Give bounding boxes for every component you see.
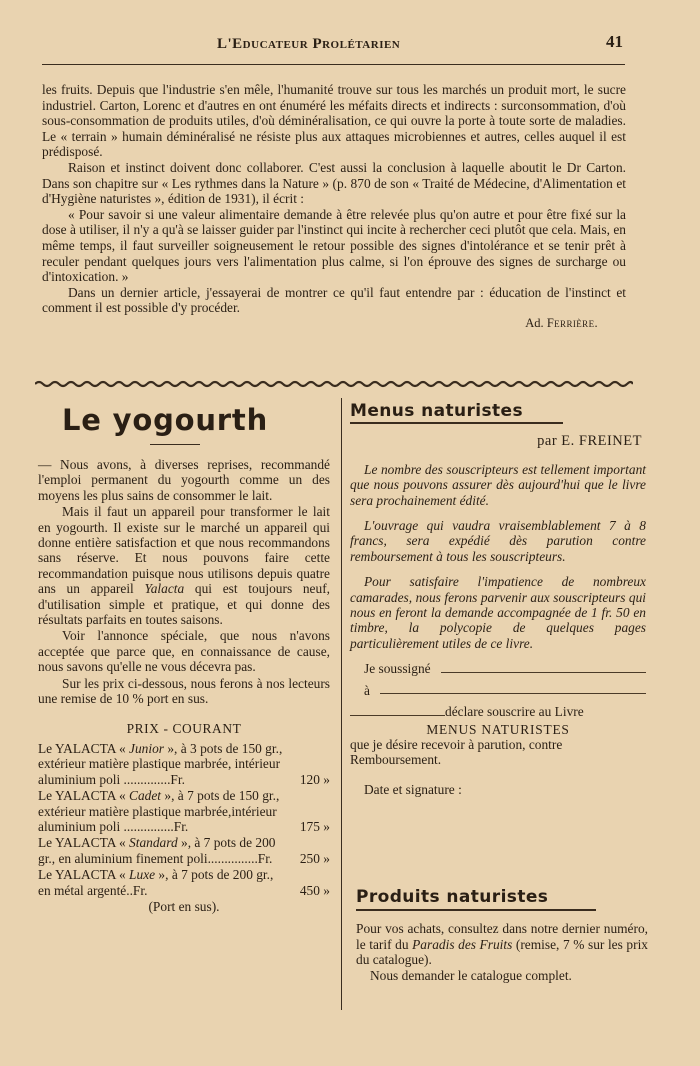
item-price: 450 » [299,882,330,898]
item-price: 120 » [299,771,330,787]
italic-paragraph: Pour satisfaire l'impatience de nombreux camarades, nous ferons parvenir aux souscripteurs qui nous en feront la demande accompagnée de 1 fr. 50 en timbre, la polycopie de quelques pages particulièrement utiles de ce livre. [350,574,646,651]
form-label: déclare souscrire au Livre [445,704,584,720]
article-title: Le yogourth [62,403,269,437]
article-continuation [42,82,626,332]
italic-paragraph: L'ouvrage qui vaudra vraisemblablement 7 à 8 francs, sera expédié dès parution contre remboursement à tous les souscripteurs. [350,518,646,564]
price-list-title: PRIX - COURANT [126,720,242,736]
text-run: Le YALACTA « [38,740,130,756]
paragraph: Voir l'annonce spéciale, que nous n'avons acceptée que parce que, en connaissance de cause, nous savons qu'elle ne vous décevra pas. [38,628,330,675]
text-run: », à 7 pots de 150 gr., extérieur matière plastique marbrée,intérieur aluminium poli ...............Fr. [38,788,280,834]
paragraph: les fruits. Depuis que l'industrie s'en mêle, l'humanité trouve sur tous les marchés un produit mort, le sucre industriel. Carton, Lorenc et d'autres en ont énuméré les méfaits directs et indirects : surconsommation, d'où sous-consommation de produits utiles, d'où déminéralisation, ce qui ouvre la porte à toute sorte de maladies. Le « terrain » humain déminéralisé ne résiste plus aux attaques microbiennes et autres, celles auquel il est prédisposé. [42,82,626,160]
text-run: Mais il faut un appareil pour transformer le lait en yogourth. Il existe sur le marché un appareil qui donne entière satisfaction et que nous recommandons sans réserve. Et nous pouvons faire cette recommandation puisque nous utilisons depuis quatre ans un appareil [38,504,330,597]
text-run: (remise, 7 % sur les prix du catalogue). [356,936,648,968]
yogourth-article [38,402,330,914]
price-list-item [38,835,330,866]
brand-name: Yalacta [144,581,185,597]
text-run: Le YALACTA « [38,835,130,851]
blank-line [350,715,445,716]
item-description [38,867,286,898]
italic-paragraph: Le nombre des souscripteurs est tellement important que nous pouvons assurer dès aujourd'hui que le livre sera prochainement édité. [350,461,646,508]
paragraph [356,921,648,967]
paragraph: Dans un dernier article, j'essayerai de montrer ce qu'il faut entendre par : éducation de l'instinct et comment il est possible d'y procéder. [42,284,626,316]
model-name: Cadet [129,788,162,804]
text-run: », à 3 pots de 150 gr., extérieur matière plastique marbrée, intérieur aluminium poli ..............Fr. [38,740,283,787]
paragraph: Nous demander le catalogue complet. [370,967,572,983]
form-label: à [364,682,370,698]
item-description [38,741,286,787]
author-signature [42,316,598,332]
text-run: », à 7 pots de 200 gr., en métal argenté..Fr. [38,867,274,898]
price-list-item [38,788,330,834]
item-description [38,835,286,866]
shipping-note: (Port en sus). [148,898,220,914]
text-run: », à 7 pots de 200 gr., en aluminium finement poli...............Fr. [38,835,276,866]
form-field-a [364,683,646,698]
article-title: Produits naturistes [356,887,549,907]
byline: par E. FREINET [537,433,642,450]
item-description [38,788,286,834]
paragraph: — Nous avons, à diverses reprises, recommandé l'emploi permanent du yogourth comme un des moyens les plus sains de consommer le lait. [38,457,330,503]
column-divider [341,398,342,1010]
running-header [42,30,625,65]
form-label: Je soussigné [364,661,431,677]
title-underline [150,444,200,445]
text-run: qui est toujours neuf, d'utilisation simple et pratique, et qui donne des résultats parfaits en toutes saisons. [38,581,331,628]
produits-naturistes-article [356,887,648,983]
book-title: MENUS NATURISTES [426,721,570,737]
item-price: 175 » [299,818,330,834]
paragraph: Raison et instinct doivent donc collaborer. C'est aussi la conclusion à laquelle aboutit le Dr Carton. Dans son chapitre sur « Les rythmes dans la Nature » (p. 870 de son « Traité de Médecine, d'Alimentation et d'Hygiène naturistes », édition de 1931), il écrit : [42,159,626,207]
menus-naturistes-article [350,401,646,797]
form-field-soussigne [364,661,646,676]
item-price: 250 » [299,850,330,866]
quotation: « Pour savoir si une valeur alimentaire demande à être relevée plus qu'on autre et pour être fixé sur la dose à utiliser, il n'y a qu'à se laisser guider par l'instinct qui incite à rechercher ceci plutôt que cela. Mais, en même temps, il faut surveiller soigneusement le retour possible des signes d'intolérance et se tenir prêt à reculer pendant quelques jours vers l'alimentation plus calme, si l'on éprouve des signes de surcharge ou d'intoxication. » [42,206,626,285]
paragraph [38,504,330,627]
price-list-item [38,867,330,898]
model-name: Junior [129,740,165,756]
title-underline [350,422,563,424]
form-text: que je désire recevoir à parution, contre Remboursement. [350,736,563,768]
journal-title: L'Educateur Prolétarien [217,36,401,52]
text-run: Pour vos achats, consultez dans notre dernier numéro, le tarif du [356,921,648,952]
title-underline [356,909,596,911]
text-run: Le YALACTA « [38,867,130,883]
form-label: Date et signature : [364,781,462,797]
publication-title: Paradis des Fruits [412,936,513,952]
blank-line [380,692,646,694]
wavy-separator [35,377,633,391]
signature-name: Ferrière. [546,315,598,330]
blank-line [441,671,646,673]
form-field-declare [350,704,646,719]
paragraph: Sur les prix ci-dessous, nous ferons à nos lecteurs une remise de 10 % port en sus. [38,675,330,707]
model-name: Standard [129,835,178,851]
article-title: Menus naturistes [350,401,523,421]
text-run: Le YALACTA « [38,788,130,804]
page-number: 41 [606,32,623,51]
signature-initial: Ad. [525,315,544,330]
price-list-item [38,741,330,787]
model-name: Luxe [129,867,156,883]
